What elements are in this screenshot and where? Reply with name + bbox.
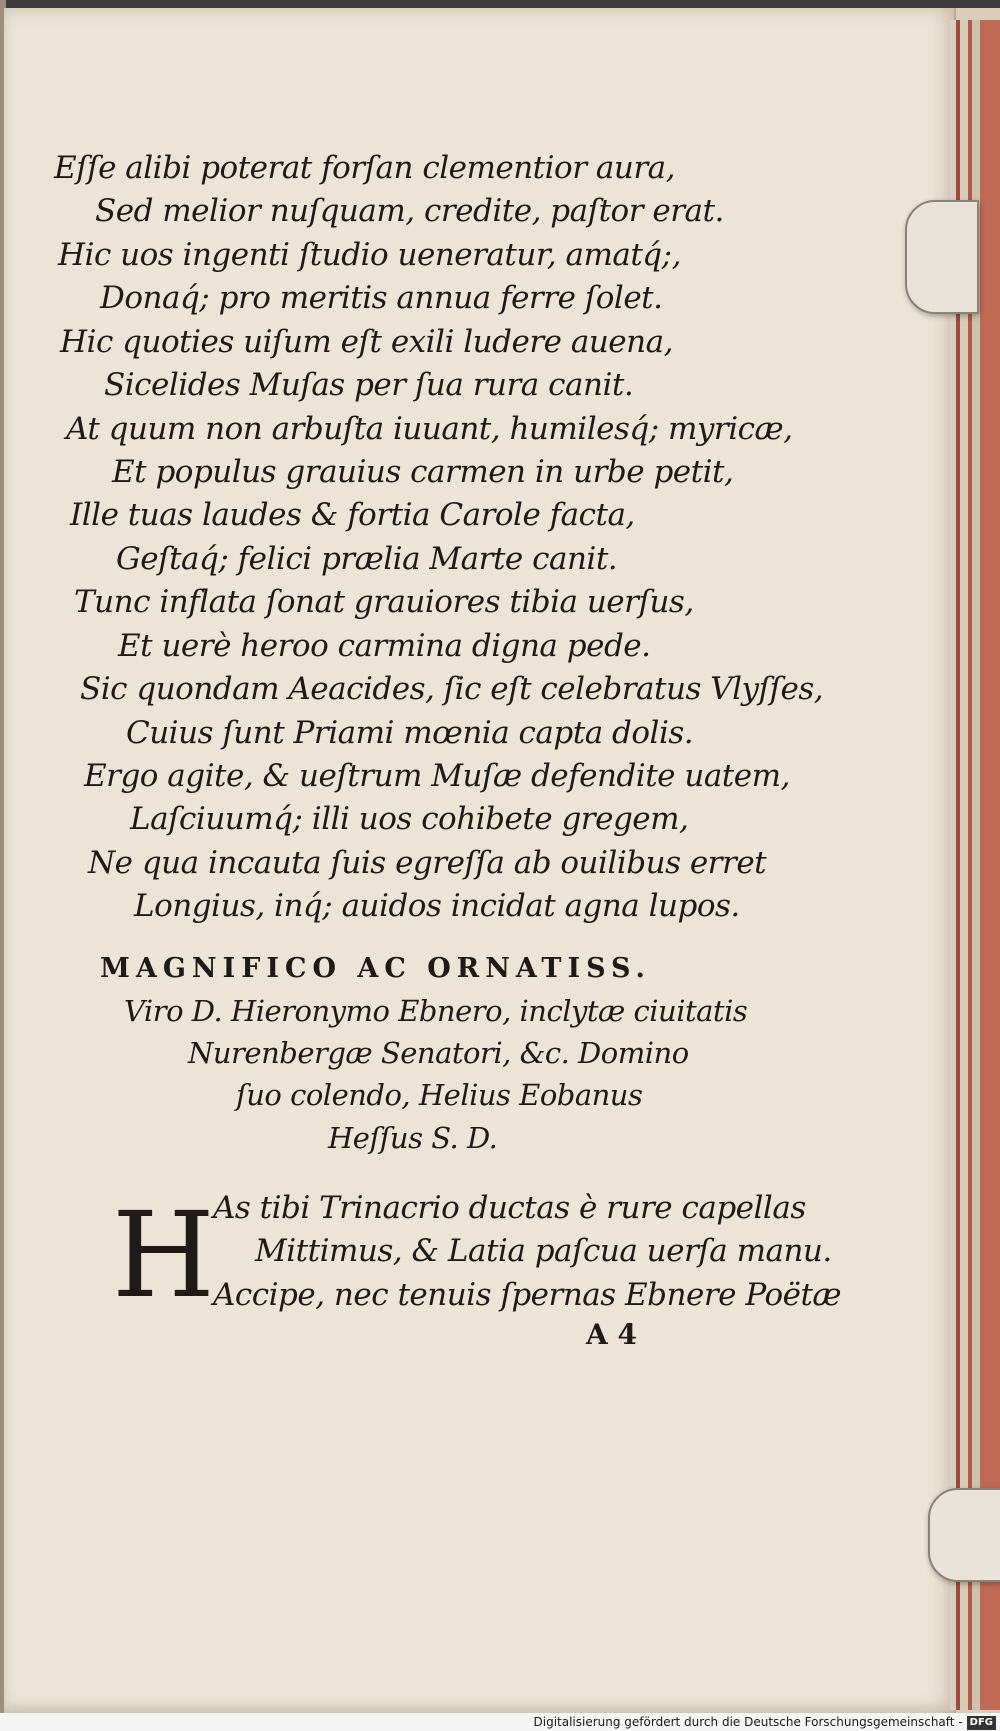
dedication-line: ſuo colendo, Helius Eobanus	[236, 1078, 643, 1112]
verse-line: Sic quondam Aeacides, ſic eſt celebratus Vlyſſes,	[80, 671, 824, 707]
verse-line: Tunc inflata ſonat grauiores tibia uerſus,	[74, 584, 694, 620]
verse-line: Et uerè heroo carmina digna pede.	[118, 628, 651, 664]
verse-line: Longius, inq́; auidos incidat agna lupos.	[134, 888, 740, 924]
verse-line: Sed melior nuſquam, credite, paſtor erat.	[95, 193, 724, 229]
dedication-line: Heſſus S. D.	[328, 1121, 498, 1155]
verse-line: Geſtaq́; felici prælia Marte canit.	[116, 541, 618, 577]
dedication-line: Viro D. Hieronymo Ebnero, inclytæ ciuitatis	[124, 994, 748, 1028]
page-clip-top	[905, 200, 979, 314]
verse-line: Eſſe alibi poterat forſan clementior aura,	[54, 150, 675, 186]
dedication-heading: MAGNIFICO AC ORNATISS.	[100, 953, 651, 984]
verse-line: Et populus grauius carmen in urbe petit,	[112, 454, 734, 490]
verse-line: Cuius ſunt Priami mœnia capta dolis.	[126, 715, 694, 751]
verse-line: Hic quoties uiſum eſt exili ludere auena,	[60, 324, 673, 360]
dfg-logo: DFG	[967, 1716, 996, 1730]
footer-credit: Digitalisierung gefördert durch die Deutsche Forschungsgemeinschaft -	[533, 1715, 963, 1729]
verse-line: Sicelides Muſas per ſua rura canit.	[104, 367, 634, 403]
verse-line: Donaq́; pro meritis annua ferre ſolet.	[100, 280, 663, 316]
verse-line: Ergo agite, & ueſtrum Muſæ defendite uatem,	[84, 758, 790, 794]
page-clip-bottom	[928, 1488, 1000, 1582]
verse-line: Ne qua incauta ſuis egreſſa ab ouilibus erret	[88, 845, 767, 881]
verse-line: At quum non arbuſta iuuant, humilesq́; myricæ,	[66, 411, 793, 447]
dedication-line: Nurenbergæ Senatori, &c. Domino	[188, 1036, 689, 1070]
drop-cap-initial: H	[112, 1186, 215, 1324]
digitization-footer	[0, 1713, 1000, 1731]
scan-top-edge	[0, 0, 1000, 8]
letter-line: As tibi Trinacrio ductas è rure capellas	[213, 1190, 806, 1226]
verse-line: Ille tuas laudes & fortia Carole facta,	[70, 497, 635, 533]
verse-line: Laſciuumq́; illi uos cohibete gregem,	[130, 801, 689, 837]
verse-line: Hic uos ingenti ſtudio ueneratur, amatq́;,	[58, 237, 681, 273]
letter-line: Accipe, nec tenuis ſpernas Ebnere Poëtæ	[213, 1277, 842, 1313]
letter-line: Mittimus, & Latia paſcua uerſa manu.	[255, 1233, 832, 1269]
signature-mark: A 4	[586, 1318, 637, 1351]
